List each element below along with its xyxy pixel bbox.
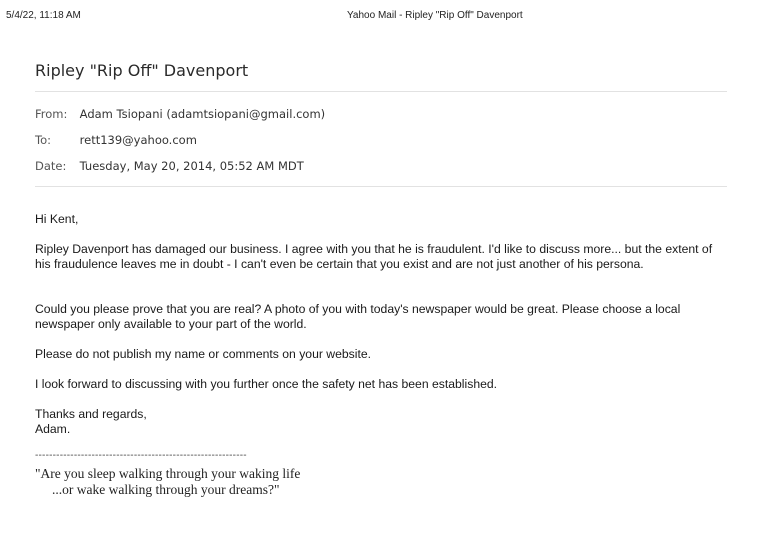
email-signoff: Thanks and regards, [35,407,147,421]
email-paragraph: I look forward to discussing with you further once the safety net has been established. [35,377,498,391]
date-row [35,159,304,173]
email-subject: Ripley "Rip Off" Davenport [35,61,249,80]
email-paragraph: Could you please prove that you are real? A photo of you with today's newspaper would be great. Please choose a local newspaper only available to your part of the world. [35,302,681,331]
email-greeting: Hi Kent, [35,212,79,226]
from-row [35,107,325,121]
date-label: Date: [35,159,67,173]
date-value: Tuesday, May 20, 2014, 05:52 AM MDT [79,159,304,173]
header-divider [35,91,727,92]
body-divider [35,186,727,187]
signature-quote-line: ...or wake walking through your dreams?" [52,482,280,497]
signature-quote-line: "Are you sleep walking through your waking life [35,466,301,481]
signature-divider: ------------------------------------------------------------ [35,450,247,461]
print-datetime: 5/4/22, 11:18 AM [6,10,81,21]
from-value[interactable]: Adam Tsiopani (adamtsiopani@gmail.com) [79,107,326,121]
print-header [6,10,761,24]
email-paragraph: Ripley Davenport has damaged our business. I agree with you that he is fraudulent. I'd like to discuss more... but the extent of his fraudulence leaves me in doubt - I can't even be certain that you exist and are not just another of his persona. [35,242,713,271]
to-row [35,133,197,147]
print-page-title: Yahoo Mail - Ripley "Rip Off" Davenport [347,10,523,21]
from-label: From: [35,107,68,121]
to-value[interactable]: rett139@yahoo.com [79,133,197,147]
email-paragraph: Please do not publish my name or comments on your website. [35,347,372,361]
sender-name: Adam. [35,422,71,436]
to-label: To: [35,133,51,147]
